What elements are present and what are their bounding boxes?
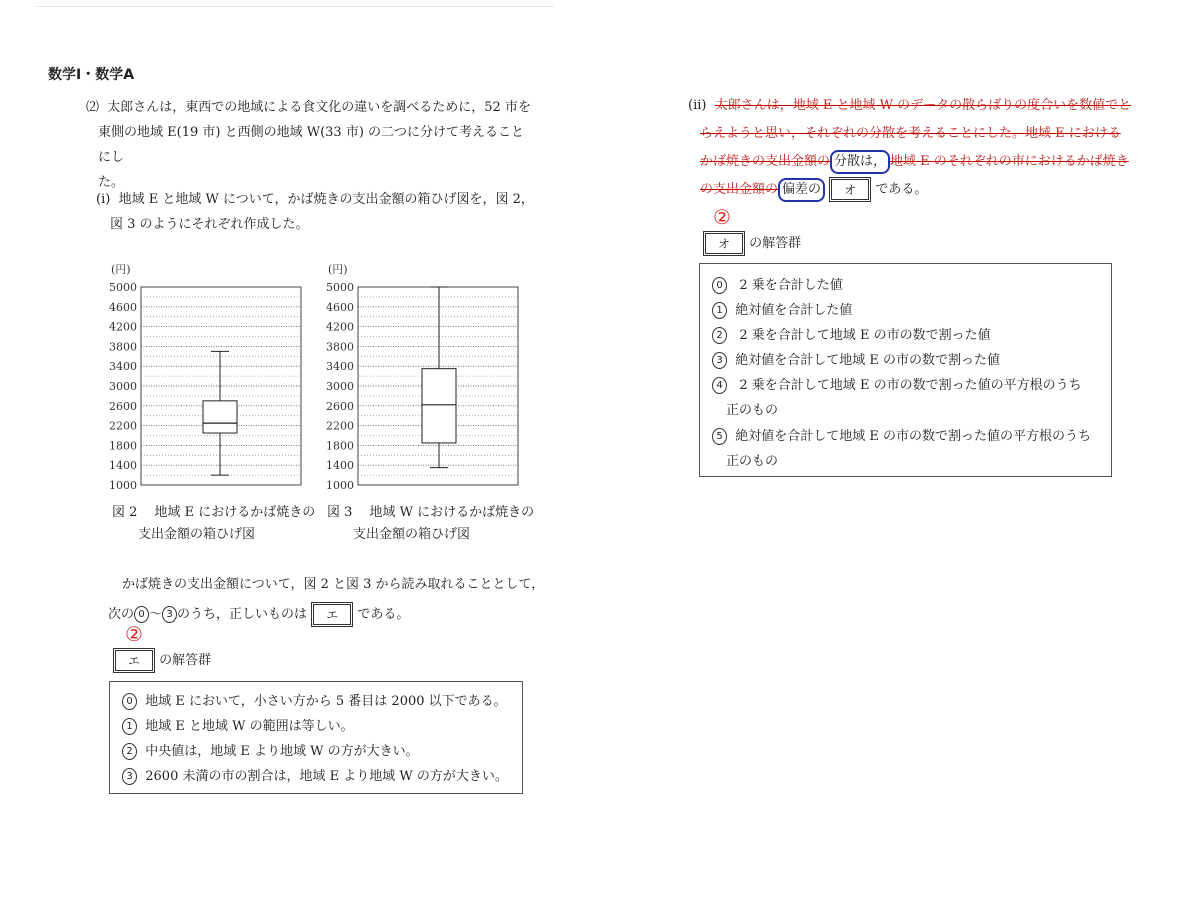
subquestion-number: (ii) bbox=[688, 98, 707, 113]
y-tick-label: 3800 bbox=[326, 340, 354, 354]
y-tick-label: 2200 bbox=[109, 419, 137, 433]
option-text: 2 乗を合計して地域 E の市の数で割った値の平方根のうち bbox=[739, 378, 1082, 393]
statement-text: である。 bbox=[875, 182, 928, 197]
option-e3[interactable] bbox=[122, 765, 508, 785]
answer-group-e-label bbox=[113, 648, 211, 673]
subquestion-number: (i) bbox=[96, 192, 111, 207]
y-unit-label: (円) bbox=[111, 263, 131, 276]
option-e0[interactable] bbox=[122, 690, 507, 710]
y-tick-label: 1000 bbox=[109, 479, 137, 492]
struck-text: らえようと思い，それぞれの分散を考えることにした。地域 E における bbox=[700, 126, 1121, 141]
y-tick-label: 1400 bbox=[109, 459, 137, 473]
caption-line: 図 3 地域 W におけるかば焼きの bbox=[327, 505, 535, 520]
choice-3-circle: 3 bbox=[162, 606, 177, 623]
option-text: 2 乗を合計して地域 E の市の数で割った値 bbox=[739, 328, 991, 343]
y-tick-label: 3400 bbox=[326, 360, 354, 374]
y-tick-label: 4200 bbox=[326, 320, 354, 334]
statement-line: かば焼きの支出金額について，図 2 と図 3 から読み取れることとして， bbox=[122, 577, 545, 592]
intro-line: 太郎さんは，東西での地域による食文化の違いを調べるために，52 市を bbox=[107, 100, 531, 115]
intro-line: た。 bbox=[98, 175, 125, 190]
red-marker-2: ② bbox=[713, 205, 731, 229]
statement bbox=[108, 570, 545, 630]
option-text: 地域 E と地域 W の範囲は等しい。 bbox=[145, 719, 354, 734]
option-number: 0 bbox=[122, 693, 137, 710]
subject-heading: 数学Ⅰ・数学A bbox=[48, 67, 135, 83]
option-e1[interactable] bbox=[122, 715, 354, 735]
subquestion-line: 図 3 のようにそれぞれ作成した。 bbox=[110, 217, 309, 232]
option-o2[interactable] bbox=[712, 324, 991, 344]
choice-0-circle: 0 bbox=[134, 606, 149, 623]
option-number: 3 bbox=[122, 768, 137, 785]
y-tick-label: 1800 bbox=[109, 439, 137, 453]
y-tick-label: 4600 bbox=[109, 300, 137, 314]
intro-line: 東側の地域 E(19 市) と西側の地域 W(33 市) の二つに分けて考えることにし bbox=[98, 125, 525, 165]
option-o1[interactable] bbox=[712, 299, 852, 319]
option-text: 2600 未満の市の割合は，地域 E より地域 W の方が大きい。 bbox=[145, 769, 508, 784]
option-o3[interactable] bbox=[712, 349, 1000, 369]
circled-phrase-variance: 分散は， bbox=[830, 150, 890, 174]
option-o5[interactable] bbox=[712, 425, 1091, 445]
tilde: ～ bbox=[149, 607, 163, 622]
caption-line: 支出金額の箱ひげ図 bbox=[138, 527, 256, 542]
struck-text: 地域 E のそれぞれの市におけるかば焼き bbox=[890, 154, 1129, 169]
option-o4[interactable] bbox=[712, 374, 1082, 394]
option-text: 中央値は，地域 E より地域 W の方が大きい。 bbox=[145, 744, 419, 759]
top-divider bbox=[36, 6, 554, 7]
answer-group-o-label bbox=[703, 231, 801, 256]
answer-group-e bbox=[109, 681, 523, 794]
y-tick-label: 3800 bbox=[109, 340, 137, 354]
question-2-intro bbox=[86, 95, 536, 195]
option-e2[interactable] bbox=[122, 740, 419, 760]
figure-2-caption bbox=[112, 502, 315, 546]
option-text: 2 乗を合計した値 bbox=[739, 278, 843, 293]
label-box-text: エ bbox=[115, 650, 153, 671]
caption-line: 支出金額の箱ひげ図 bbox=[353, 527, 471, 542]
option-number: 1 bbox=[122, 718, 137, 735]
option-text: 絶対値を合計した値 bbox=[735, 303, 853, 318]
option-o5-continuation: 正のもの bbox=[726, 454, 779, 469]
y-tick-label: 3000 bbox=[326, 380, 354, 393]
y-tick-label: 2600 bbox=[326, 399, 354, 413]
y-tick-label: 3000 bbox=[109, 380, 137, 393]
subquestion-ii bbox=[688, 92, 1132, 204]
answer-group-o bbox=[699, 263, 1112, 477]
y-tick-label: 4200 bbox=[109, 320, 137, 334]
option-text: 絶対値を合計して地域 E の市の数で割った値 bbox=[735, 353, 1001, 368]
subquestion-i bbox=[96, 187, 536, 237]
option-o4-continuation: 正のもの bbox=[726, 403, 779, 418]
label-box-text: オ bbox=[705, 233, 743, 254]
statement-line bbox=[108, 600, 544, 630]
box-plots bbox=[100, 258, 540, 498]
caption-line: 図 2 地域 E におけるかば焼きの bbox=[112, 505, 316, 520]
option-o0[interactable] bbox=[712, 274, 843, 294]
option-number: 2 bbox=[712, 327, 727, 344]
answer-group-title: の解答群 bbox=[749, 236, 802, 251]
figure-3-caption bbox=[327, 502, 534, 546]
answer-box-o[interactable] bbox=[829, 177, 871, 202]
question-number: ⑵ bbox=[86, 100, 100, 115]
label-box-e bbox=[113, 648, 155, 673]
y-tick-label: 5000 bbox=[109, 281, 137, 294]
option-number: 1 bbox=[712, 302, 727, 319]
y-tick-label: 1800 bbox=[326, 439, 354, 453]
y-tick-label: 5000 bbox=[326, 281, 354, 294]
y-tick-label: 3400 bbox=[109, 360, 137, 374]
option-text: 絶対値を合計して地域 E の市の数で割った値の平方根のうち bbox=[735, 429, 1092, 444]
red-marker-2: ② bbox=[125, 622, 143, 646]
iqr-box bbox=[422, 369, 456, 443]
option-number: 4 bbox=[712, 377, 727, 394]
option-number: 3 bbox=[712, 352, 727, 369]
statement-text: のうち，正しいものは bbox=[177, 607, 308, 622]
answer-box-e[interactable] bbox=[311, 602, 353, 627]
option-number: 5 bbox=[712, 428, 727, 445]
label-box-o bbox=[703, 231, 745, 256]
y-tick-label: 1000 bbox=[326, 479, 354, 492]
subquestion-line: 地域 E と地域 W について，かば焼きの支出金額の箱ひげ図を，図 2， bbox=[118, 192, 534, 207]
figure-2-boxplot bbox=[109, 263, 301, 492]
y-tick-label: 2600 bbox=[109, 399, 137, 413]
circled-phrase-deviation: 偏差の bbox=[778, 178, 825, 202]
option-number: 2 bbox=[122, 743, 137, 760]
y-tick-label: 1400 bbox=[326, 459, 354, 473]
answer-box-label: オ bbox=[831, 179, 869, 200]
figure-3-boxplot bbox=[326, 263, 518, 492]
option-number: 0 bbox=[712, 277, 727, 294]
answer-box-label: エ bbox=[313, 604, 351, 625]
struck-text: の支出金額の bbox=[700, 182, 779, 197]
struck-text: 太郎さんは，地域 E と地域 W のデータの散らばりの度合いを数値でと bbox=[714, 98, 1132, 113]
y-tick-label: 4600 bbox=[326, 300, 354, 314]
option-text: 地域 E において，小さい方から 5 番目は 2000 以下である。 bbox=[145, 694, 507, 709]
y-unit-label: (円) bbox=[328, 263, 348, 276]
statement-text: である。 bbox=[357, 607, 410, 622]
y-tick-label: 2200 bbox=[326, 419, 354, 433]
iqr-box bbox=[203, 401, 237, 433]
statement-text: 次の bbox=[108, 607, 135, 622]
struck-text: かば焼きの支出金額の bbox=[700, 154, 831, 169]
answer-group-title: の解答群 bbox=[159, 653, 212, 668]
